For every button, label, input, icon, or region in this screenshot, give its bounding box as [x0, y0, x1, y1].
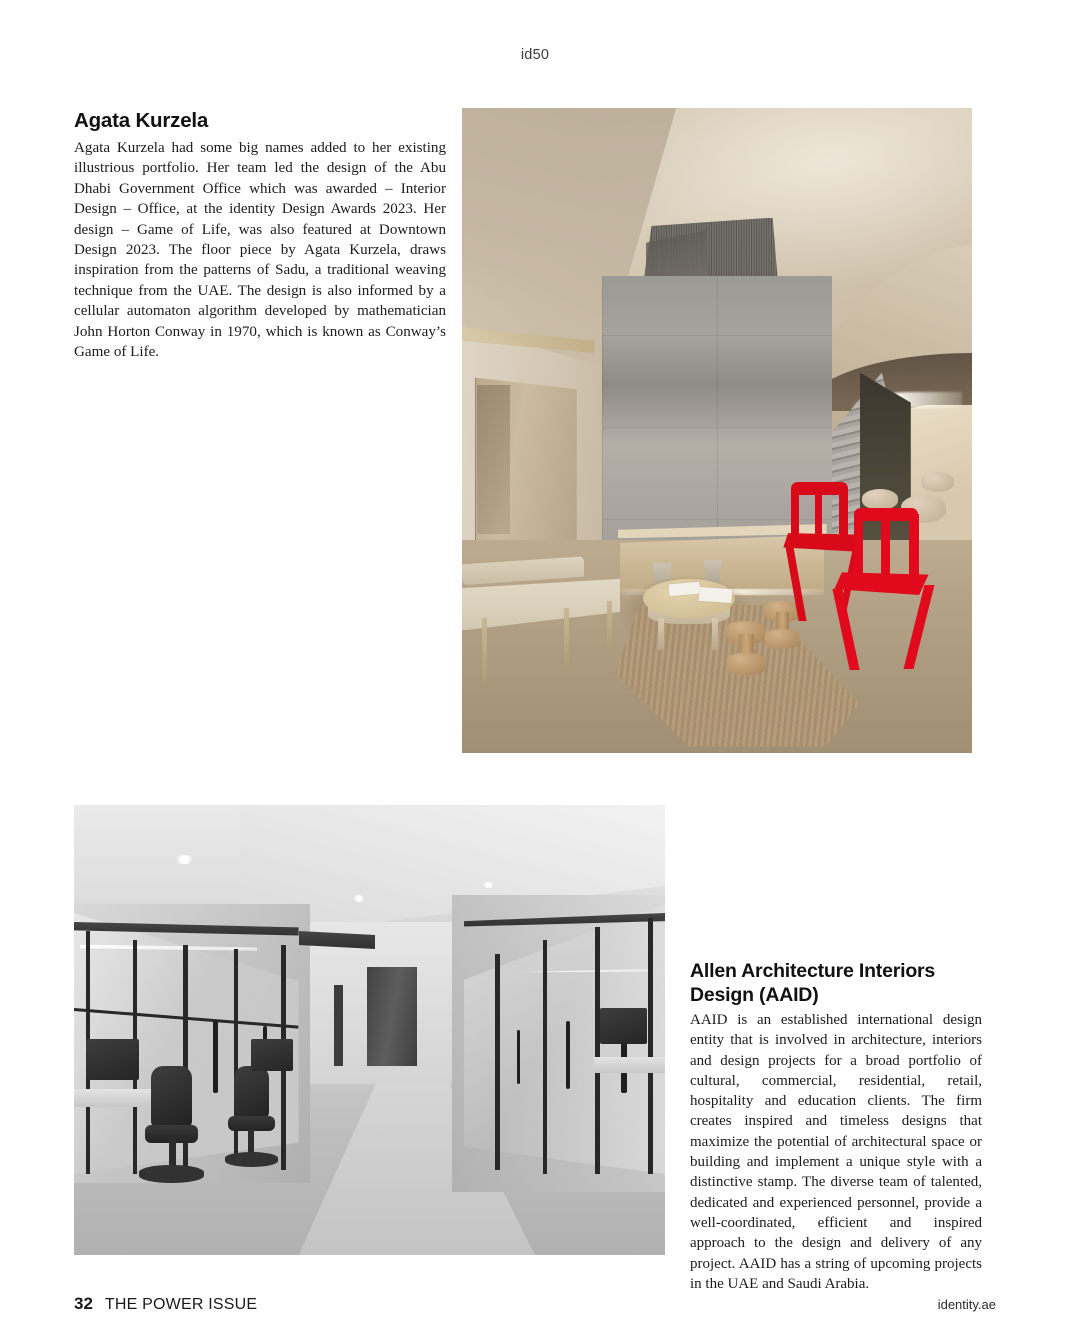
corridor-chair-base-mid: [225, 1152, 278, 1167]
lobby-cork-stool-1-base: [727, 653, 765, 675]
chair-back-right-front: [909, 514, 919, 579]
issue-title: THE POWER ISSUE: [104, 1296, 258, 1313]
article-body-agata: Agata Kurzela had some big names added to her existing illustrious portfolio. Her team led the design of the Abu Dhabi Government Office which was awarded – Interior Design – Office, at the identity Design Awards 2023. Her design – Game of Life, was also featured at Downtown Design 2023. The floor piece by Agata Kurzela, draws inspiration from the patterns of Sadu, a traditional weaving technique from the UAE. The design is also informed by a cellular automaton algorithm developed by mathematician John Horton Conway in 1970, which is known as Conway’s Game of Life.: [74, 140, 446, 361]
corridor-door-handle-right-3: [517, 1030, 521, 1084]
article-headline-aaid: Allen Architecture Interiors Design (AAID): [690, 960, 936, 1006]
article-aaid: [690, 960, 982, 1294]
page-footer: [0, 1278, 1070, 1338]
corridor-door-handle-right-2: [566, 1021, 571, 1089]
corridor-mullion-r4: [495, 954, 499, 1170]
article-headline-agata: Agata Kurzela: [74, 109, 209, 132]
chair-seat-front: [834, 572, 928, 595]
lobby-red-chair-front: [834, 508, 941, 669]
website-url: identity.ae: [937, 1297, 996, 1312]
corridor-monitor-mid: [251, 1039, 292, 1071]
chair-leg-front-rear: [786, 547, 807, 621]
corridor-chair-back-mid: [234, 1066, 269, 1120]
corridor-mullion-r2: [595, 927, 600, 1175]
corridor-mullion-r1: [648, 918, 653, 1175]
corridor-mullion-l4: [234, 949, 239, 1165]
lobby-pouf-3: [921, 472, 954, 491]
lobby-door-recess: [477, 385, 510, 533]
corridor-chair-back-left: [151, 1066, 192, 1129]
lobby-magazine-2: [699, 587, 733, 603]
lobby-bench-leg-2: [564, 608, 569, 666]
article-agata-kurzela: [74, 108, 446, 362]
lobby-table-leg-1: [658, 618, 664, 650]
article-body-aaid: AAID is an established international design entity that is involved in architecture, interiors and design projects for a broad portfolio of cultural, commercial, residential, retail, hospitality and education clients. The firm creates inspired and timeless designs that maximize the potential of architectural space or building and implement a unique style with a distinctive stamp. The diverse team of talented, dedicated and experienced personnel, provide a well-coordinated, efficient and inspired approach to the design and delivery of any project. AAID has a string of upcoming projects in the UAE and Saudi Arabia.: [690, 1012, 982, 1292]
running-head: id50: [520, 47, 550, 63]
corridor-desk-left: [74, 1089, 157, 1107]
lobby-cork-stool-2-base: [765, 629, 798, 648]
corridor-monitor-left: [86, 1039, 139, 1080]
lobby-bench-leg-3: [607, 601, 612, 649]
chair-leg-front-right: [903, 585, 934, 669]
chair-back-left-front: [854, 514, 864, 579]
chair-back-mid-rear: [815, 488, 822, 536]
chair-back-left-rear: [791, 488, 799, 539]
lobby-table-leg-2: [712, 618, 718, 650]
lobby-magazine-1: [668, 581, 700, 596]
corridor-downlight-1: [174, 855, 194, 865]
corridor-downlight-4: [482, 882, 495, 889]
lobby-bench-leg-1: [482, 618, 487, 683]
corridor-wood-door: [367, 967, 417, 1066]
corridor-desk-right: [594, 1057, 665, 1073]
photo-lobby: [462, 108, 972, 753]
corridor-far-column: [334, 985, 343, 1066]
corridor-door-handle-left-1: [213, 1021, 218, 1093]
photo-corridor: [74, 805, 665, 1255]
corridor-monitor-right: [600, 1008, 647, 1044]
page-number: 32: [74, 1294, 93, 1313]
chair-leg-front-left: [832, 589, 859, 670]
corridor-mullion-r3: [543, 940, 547, 1174]
folio: [74, 1294, 257, 1314]
chair-back-mid-front: [881, 514, 890, 575]
corridor-chair-base-left: [139, 1165, 204, 1183]
